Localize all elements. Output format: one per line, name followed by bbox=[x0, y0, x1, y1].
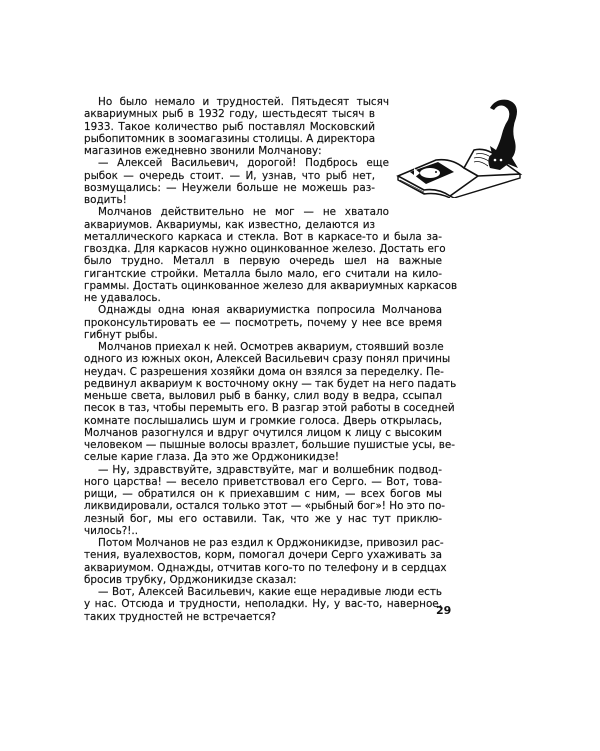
text-line: рыбок — очередь стоит. — И, узнав, что рыб нет, bbox=[84, 169, 375, 182]
text-line: таких трудностей не встречается? bbox=[84, 610, 277, 623]
text-line: Но было немало и трудностей. Пятьдесят тысяч bbox=[98, 96, 389, 108]
cat-on-book-illustration bbox=[394, 98, 526, 198]
text-line: было трудно. Металл в первую очередь шел на важные bbox=[84, 255, 442, 268]
text-line: рыбопитомник в зоомагазины столицы. А директора bbox=[84, 132, 376, 145]
text-line: тения, вуалехвостов, корм, помогал дочери Серго ухаживать за bbox=[84, 549, 442, 562]
text-line: у нас. Отсюда и трудности, неполадки. Ну, у вас-то, наверное, bbox=[84, 598, 442, 611]
text-line: аквариумных рыб в 1932 году, шестьдесят тысяч в bbox=[84, 108, 375, 121]
text-line: Молчанов действительно не мог — не хватало bbox=[98, 206, 389, 219]
text-line: одного из южных окон, Алексей Васильевич сразу понял причины bbox=[84, 353, 451, 366]
text-line: меньше света, выловил рыб в банку, слил воду в ведра, ссыпал bbox=[84, 390, 442, 402]
text-line: Однажды одна юная аквариумистка попросила Молчанова bbox=[98, 304, 442, 317]
text-line: Потом Молчанов не раз ездил к Орджоникидзе, привозил рас- bbox=[98, 537, 444, 549]
text-line: — Алексей Васильевич, дорогой! Подбрось еще bbox=[98, 157, 389, 170]
text-line: — Вот, Алексей Васильевич, какие еще нерадивые люди есть bbox=[98, 586, 442, 598]
text-line: аквариумом. Однажды, отчитав кого-то по телефону и в сердцах bbox=[84, 561, 447, 574]
text-line: аквариумов. Аквариумы, как известно, делаются из bbox=[84, 218, 375, 231]
text-line: комнате послышались шум и громкие голоса. Дверь открылась, bbox=[84, 414, 442, 427]
text-line: возмущались: — Неужели больше не можешь раз- bbox=[84, 181, 375, 194]
text-line: проконсультировать ее — посмотреть, почему у нее все время bbox=[84, 316, 442, 329]
text-line: песок в таз, чтобы перемыть его. В разгар этой работы в соседней bbox=[84, 402, 455, 415]
text-line: водить! bbox=[84, 194, 127, 206]
text-line: гигантские стройки. Металла было мало, его считали на кило- bbox=[84, 267, 442, 280]
text-line: неудач. С разрешения хозяйки дома он взялся за переделку. Пе- bbox=[84, 365, 444, 378]
text-line: редвинул аквариум к восточному окну — так будет на него падать bbox=[84, 377, 457, 390]
text-line: Молчанов разогнулся и вдруг очутился лицом к лицу с высоким bbox=[84, 426, 442, 439]
text-line: человеком — пышные волосы вразлет, большие пушистые усы, ве- bbox=[84, 439, 456, 451]
page-number: 29 bbox=[436, 604, 452, 617]
text-line: чилось?!.. bbox=[84, 524, 139, 537]
text-line: ного царства! — весело приветствовал его Серго. — Вот, това- bbox=[84, 475, 442, 488]
text-line: магазинов ежедневно звонили Молчанову: bbox=[84, 145, 322, 157]
text-line: гибнут рыбы. bbox=[84, 328, 158, 341]
text-line: металлического каркаса и стекла. Вот в каркасе-то и была за- bbox=[84, 230, 442, 243]
text-line: лезный бог, мы его оставили. Так, что же у нас тут приклю- bbox=[84, 512, 442, 525]
text-line: рищи, — обратился он к приехавшим с ним, — всех богов мы bbox=[84, 488, 442, 500]
text-line: селые карие глаза. Да это же Орджоникидзе! bbox=[84, 451, 340, 464]
text-line: граммы. Достать оцинкованное железо для аквариумных каркасов bbox=[84, 279, 458, 292]
text-line: не удавалось. bbox=[84, 292, 161, 304]
text-line: 1933. Такое количество рыб поставлял Московский bbox=[84, 120, 375, 133]
text-line: гвоздка. Для каркасов нужно оцинкованное железо. Достать его bbox=[84, 243, 446, 255]
text-line: бросив трубку, Орджоникидзе сказал: bbox=[84, 573, 297, 586]
text-line: Молчанов приехал к ней. Осмотрев аквариум, стоявший возле bbox=[98, 341, 444, 353]
text-line: ликвидировали, остался только этот — «рыбный бог»! Но это по- bbox=[84, 500, 446, 513]
text-line: — Ну, здравствуйте, здравствуйте, маг и волшебник подвод- bbox=[98, 463, 442, 476]
